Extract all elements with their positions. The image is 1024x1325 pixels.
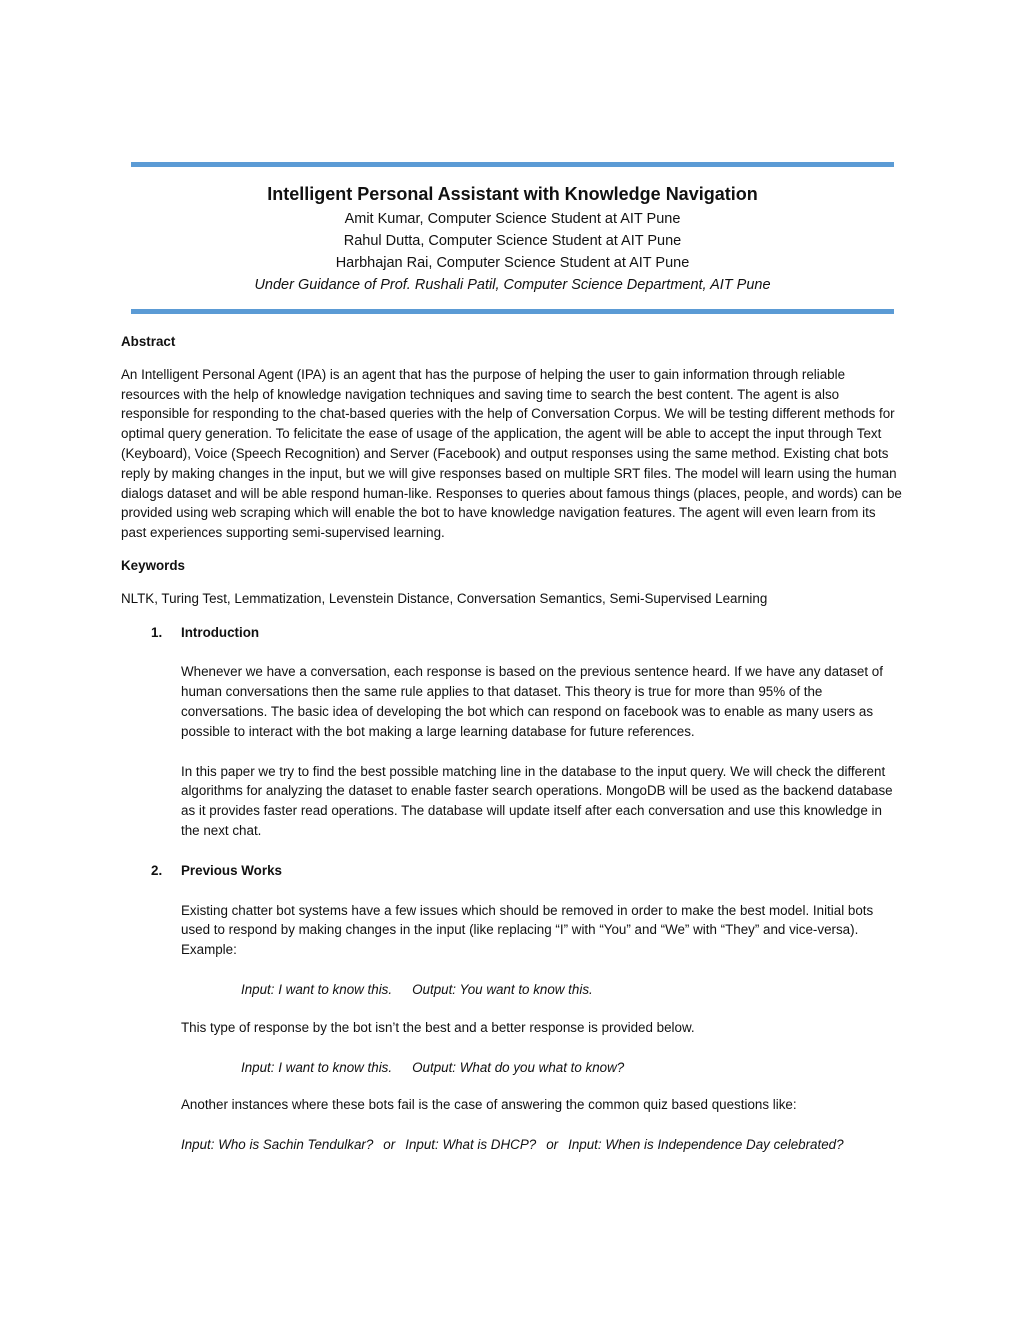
quiz-or: or xyxy=(546,1137,559,1153)
author-line: Harbhajan Rai, Computer Science Student at AIT Pune xyxy=(335,255,690,271)
example-input: Input: I want to know this. xyxy=(241,981,393,997)
section-title: Introduction xyxy=(181,624,260,640)
section-introduction xyxy=(121,623,903,841)
section-heading xyxy=(121,623,903,643)
keywords-text: NLTK, Turing Test, Lemmatization, Levenstein Distance, Conversation Semantics, Semi-Supervised Learning xyxy=(121,590,768,606)
paper-title: Intelligent Personal Assistant with Knowledge Navigation xyxy=(267,184,758,204)
paper-header xyxy=(131,180,894,296)
intro-paragraph: In this paper we try to find the best possible matching line in the database to the input query. We will check the different algorithms for analyzing the dataset to enable faster search operations. MongoDB will be used as the backend database as it provides faster read operations. The database will update itself after each conversation and use this knowledge in the next chat. xyxy=(181,763,893,838)
example-exchange xyxy=(241,980,903,1000)
section-previous-works xyxy=(121,861,903,1155)
example-output: Output: What do you what to know? xyxy=(412,1059,625,1075)
author-line: Amit Kumar, Computer Science Student at AIT Pune xyxy=(344,211,681,227)
example-input: Input: I want to know this. xyxy=(241,1059,393,1075)
top-rule xyxy=(131,162,894,167)
keywords-heading: Keywords xyxy=(121,557,185,573)
quiz-question: Input: Who is Sachin Tendulkar? xyxy=(181,1137,374,1153)
bottom-rule xyxy=(131,309,894,314)
section-number: 1. xyxy=(151,624,163,640)
guidance-line: Under Guidance of Prof. Rushali Patil, Computer Science Department, AIT Pune xyxy=(254,277,771,293)
example-exchange xyxy=(241,1058,903,1078)
abstract-heading: Abstract xyxy=(121,334,176,349)
previous-paragraph: Another instances where these bots fail is the case of answering the common quiz based questions like: xyxy=(181,1097,797,1113)
author-line: Rahul Dutta, Computer Science Student at AIT Pune xyxy=(343,233,682,249)
section-number: 2. xyxy=(151,862,163,878)
paper-body xyxy=(121,332,903,1155)
quiz-examples xyxy=(181,1135,903,1155)
quiz-question: Input: What is DHCP? xyxy=(405,1137,537,1153)
section-heading xyxy=(121,861,903,881)
section-title: Previous Works xyxy=(181,862,282,878)
quiz-question: Input: When is Independence Day celebrated? xyxy=(568,1137,844,1153)
intro-paragraph: Whenever we have a conversation, each response is based on the previous sentence heard. If we have any dataset of human conversations then the same rule applies to that dataset. This theory is true for more than 95% of the conversations. The basic idea of developing the bot which can respond on facebook was to enable as many users as possible to interact with the bot making a large learning database for future references. xyxy=(181,664,883,739)
quiz-or: or xyxy=(383,1137,396,1153)
previous-paragraph: This type of response by the bot isn’t the best and a better response is provided below. xyxy=(181,1019,695,1035)
abstract-text: An Intelligent Personal Agent (IPA) is an agent that has the purpose of helping the user to gain information through reliable resources with the help of knowledge navigation techniques and saving time to search the best content. The agent is also responsible for responding to the chat-based queries with the help of Conversation Corpus. We will be testing different methods for optimal query generation. To felicitate the ease of usage of the application, the agent will be able to accept the input through Text (Keyboard), Voice (Speech Recognition) and Server (Facebook) and output responses using the same method. Existing chat bots reply by making changes in the input, but we will give responses based on multiple SRT files. The model will learn using the human dialogs dataset and will be able respond human-like. Responses to queries about famous things (places, people, and words) can be provided using web scraping which will enable the bot to have knowledge navigation features. The agent will even learn from its past experiences supporting semi-supervised learning. xyxy=(121,366,902,541)
previous-paragraph: Existing chatter bot systems have a few issues which should be removed in order to make the best model. Initial bots used to respond by making changes in the input (like replacing “I” with “You” and “We” with “They” and vice-versa). Example: xyxy=(181,902,874,958)
example-output: Output: You want to know this. xyxy=(412,981,593,997)
